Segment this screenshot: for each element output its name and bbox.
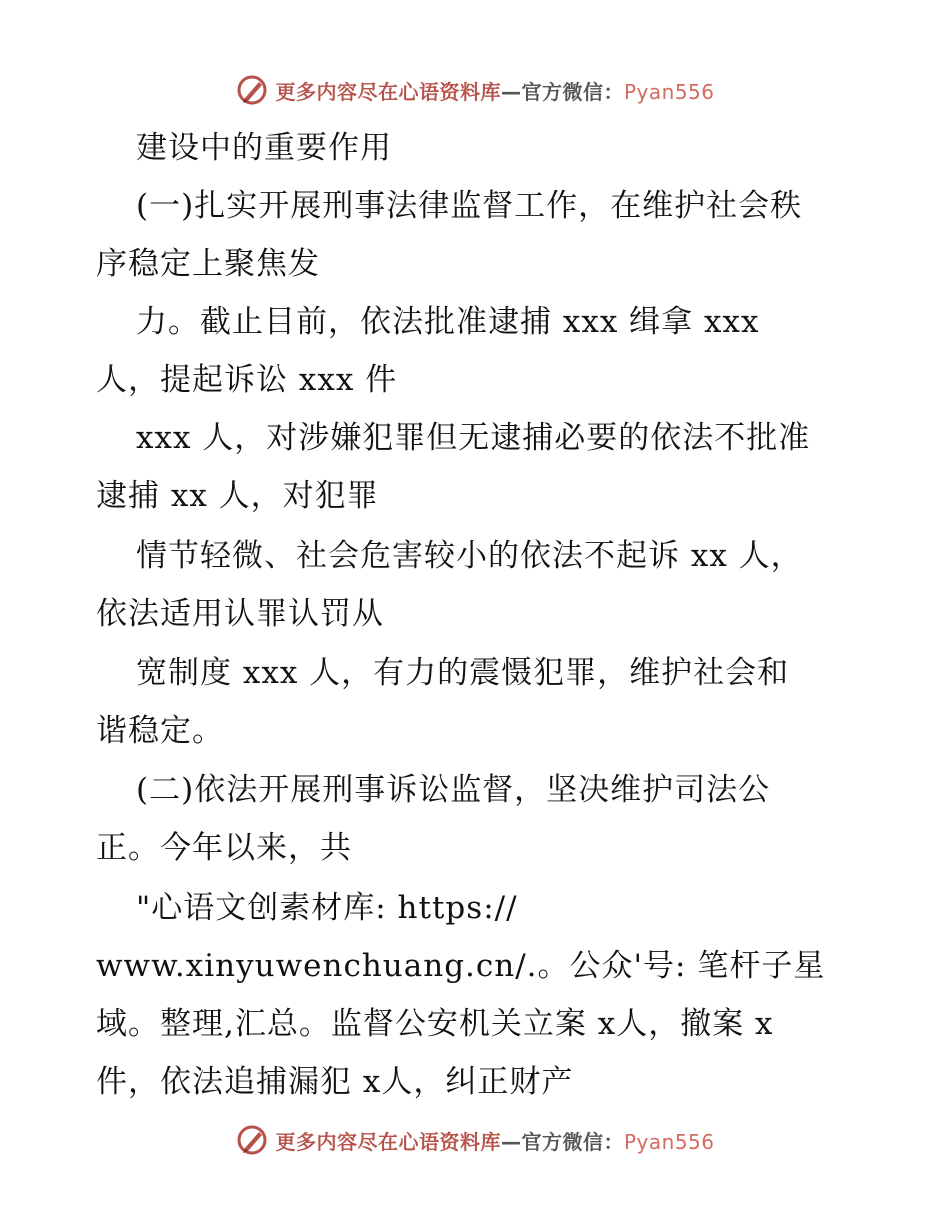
text-line: (一)扎实开展刑事法律监督工作，在维护社会秩	[136, 188, 803, 224]
text-line: 人，提起诉讼 xxx 件	[96, 362, 398, 398]
text-line: 件，依法追捕漏犯 x人，纠正财产	[96, 1064, 574, 1100]
banner-wechat-id: Pyan556	[623, 1129, 715, 1154]
text-line: 谐稳定。	[96, 713, 224, 749]
banner-sub-text: 官方微信	[521, 1129, 604, 1154]
text-line: 逮捕 xx 人，对犯罪	[96, 478, 379, 514]
banner-wechat-id: Pyan556	[623, 79, 715, 104]
banner-dash: —	[500, 79, 522, 104]
text-line: xxx 人，对涉嫌犯罪但无逮捕必要的依法不批准	[136, 420, 811, 456]
banner-separator: ：	[603, 1129, 624, 1154]
banner-main-text: 更多内容尽在心语资料库	[275, 79, 501, 104]
text-line: 依法适用认罪认罚从	[96, 596, 384, 632]
text-line: 情节轻微、社会危害较小的依法不起诉 xx 人，	[136, 538, 803, 574]
text-line: 力。截止目前，依法批准逮捕 xxx 缉拿 xxx	[136, 304, 760, 340]
banner-main-text: 更多内容尽在心语资料库	[275, 1129, 501, 1154]
pen-logo-icon	[235, 1123, 269, 1157]
banner-separator: ：	[603, 79, 624, 104]
text-line: 域。整理,汇总。监督公安机关立案 x人，撤案 x	[96, 1006, 774, 1042]
text-line: 宽制度 xxx 人，有力的震慑犯罪，维护社会和	[136, 655, 790, 691]
text-line: www.xinyuwenchuang.cn/.。公众'号: 笔杆子星	[96, 948, 826, 984]
banner-dash: —	[500, 1129, 522, 1154]
text-line: "心语文创素材库: https://	[136, 890, 518, 926]
pen-logo-icon	[235, 73, 269, 107]
text-line: 正。今年以来，共	[96, 830, 352, 866]
header-banner	[0, 70, 950, 110]
footer-banner	[0, 1120, 950, 1160]
text-line: (二)依法开展刑事诉讼监督，坚决维护司法公	[136, 772, 771, 808]
text-line: 建设中的重要作用	[136, 130, 392, 166]
banner-sub-text: 官方微信	[521, 79, 604, 104]
text-line: 序稳定上聚焦发	[96, 246, 320, 282]
